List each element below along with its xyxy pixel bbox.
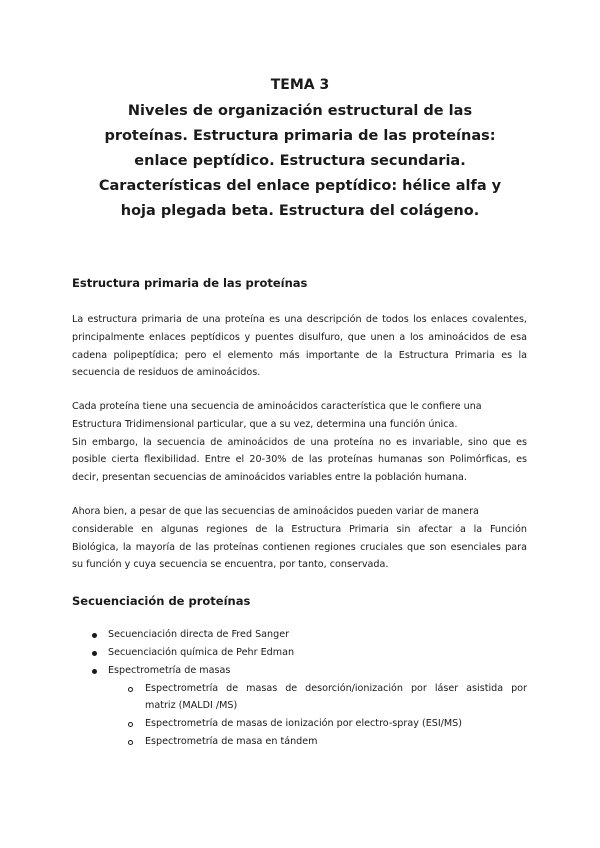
circle-bullet-icon <box>128 687 133 692</box>
circle-bullet-icon <box>128 740 133 745</box>
text-line: Biológica, la mayoría de las proteínas contienen regiones cruciales que son esenciales para <box>72 541 527 553</box>
paragraph-1 <box>72 311 527 382</box>
section-heading-sequencing: Secuenciación de proteínas <box>72 594 251 608</box>
title-line: Niveles de organización estructural de las <box>127 103 473 119</box>
bullet-icon <box>92 633 97 638</box>
topic-number: TEMA 3 <box>270 77 330 93</box>
paragraph-3 <box>72 503 527 574</box>
text-line: su función y cuya secuencia se encuentra, por tanto, conservada. <box>72 559 389 571</box>
circle-bullet-icon <box>128 722 133 727</box>
text-line: posible cierta flexibilidad. Entre el 20-30% de las proteínas humanas son Polimórficas, es <box>72 454 527 466</box>
text-line: Ahora bien, a pesar de que las secuencias de aminoácidos pueden variar de manera <box>72 506 479 517</box>
text-line: Sin embargo, la secuencia de aminoácidos de una proteína no es invariable, sino que es <box>72 436 527 448</box>
document-title <box>70 75 530 224</box>
text-line: decir, presentan secuencias de aminoácidos variables entre la población humana. <box>72 472 467 484</box>
title-line: proteínas. Estructura primaria de las proteínas: <box>104 128 496 144</box>
title-line: enlace peptídico. Estructura secundaria. <box>134 153 466 169</box>
sub-list-item-continuation: matriz (MALDI /MS) <box>145 700 238 711</box>
bullet-icon <box>92 669 97 674</box>
text-line: considerable en algunas regiones de la Estructura Primaria sin afectar a la Función <box>72 523 527 535</box>
section-heading-primary-structure: Estructura primaria de las proteínas <box>72 276 308 290</box>
list-item: Espectrometría de masas <box>108 665 231 676</box>
text-line: Cada proteína tiene una secuencia de aminoácidos característica que le confiere una <box>72 401 482 412</box>
paragraph-2 <box>72 398 527 487</box>
text-line: Estructura Tridimensional particular, que a su vez, determina una función única. <box>72 418 458 430</box>
list-item: Secuenciación directa de Fred Sanger <box>108 629 290 640</box>
text-line: principalmente enlaces peptídicos y puentes disulfuro, que unen a los aminoácidos de esa <box>72 331 527 343</box>
bullet-icon <box>92 651 97 656</box>
text-line: cadena polipeptídica; pero el elemento más importante de la Estructura Primaria es la <box>72 349 527 361</box>
sub-list-item: Espectrometría de masas de ionización por electro-spray (ESI/MS) <box>145 718 463 729</box>
title-line: Características del enlace peptídico: hélice alfa y <box>98 178 502 194</box>
list-item: Secuenciación química de Pehr Edman <box>108 647 295 658</box>
title-line: hoja plegada beta. Estructura del colágeno. <box>120 203 480 219</box>
sub-list-item: Espectrometría de masas de desorción/ionización por láser asistida por <box>145 683 527 694</box>
text-line: La estructura primaria de una proteína es una descripción de todos los enlaces covalentes, <box>72 314 527 325</box>
text-line: secuencia de residuos de aminoácidos. <box>72 367 261 379</box>
sub-list-item: Espectrometría de masa en tándem <box>145 736 318 747</box>
